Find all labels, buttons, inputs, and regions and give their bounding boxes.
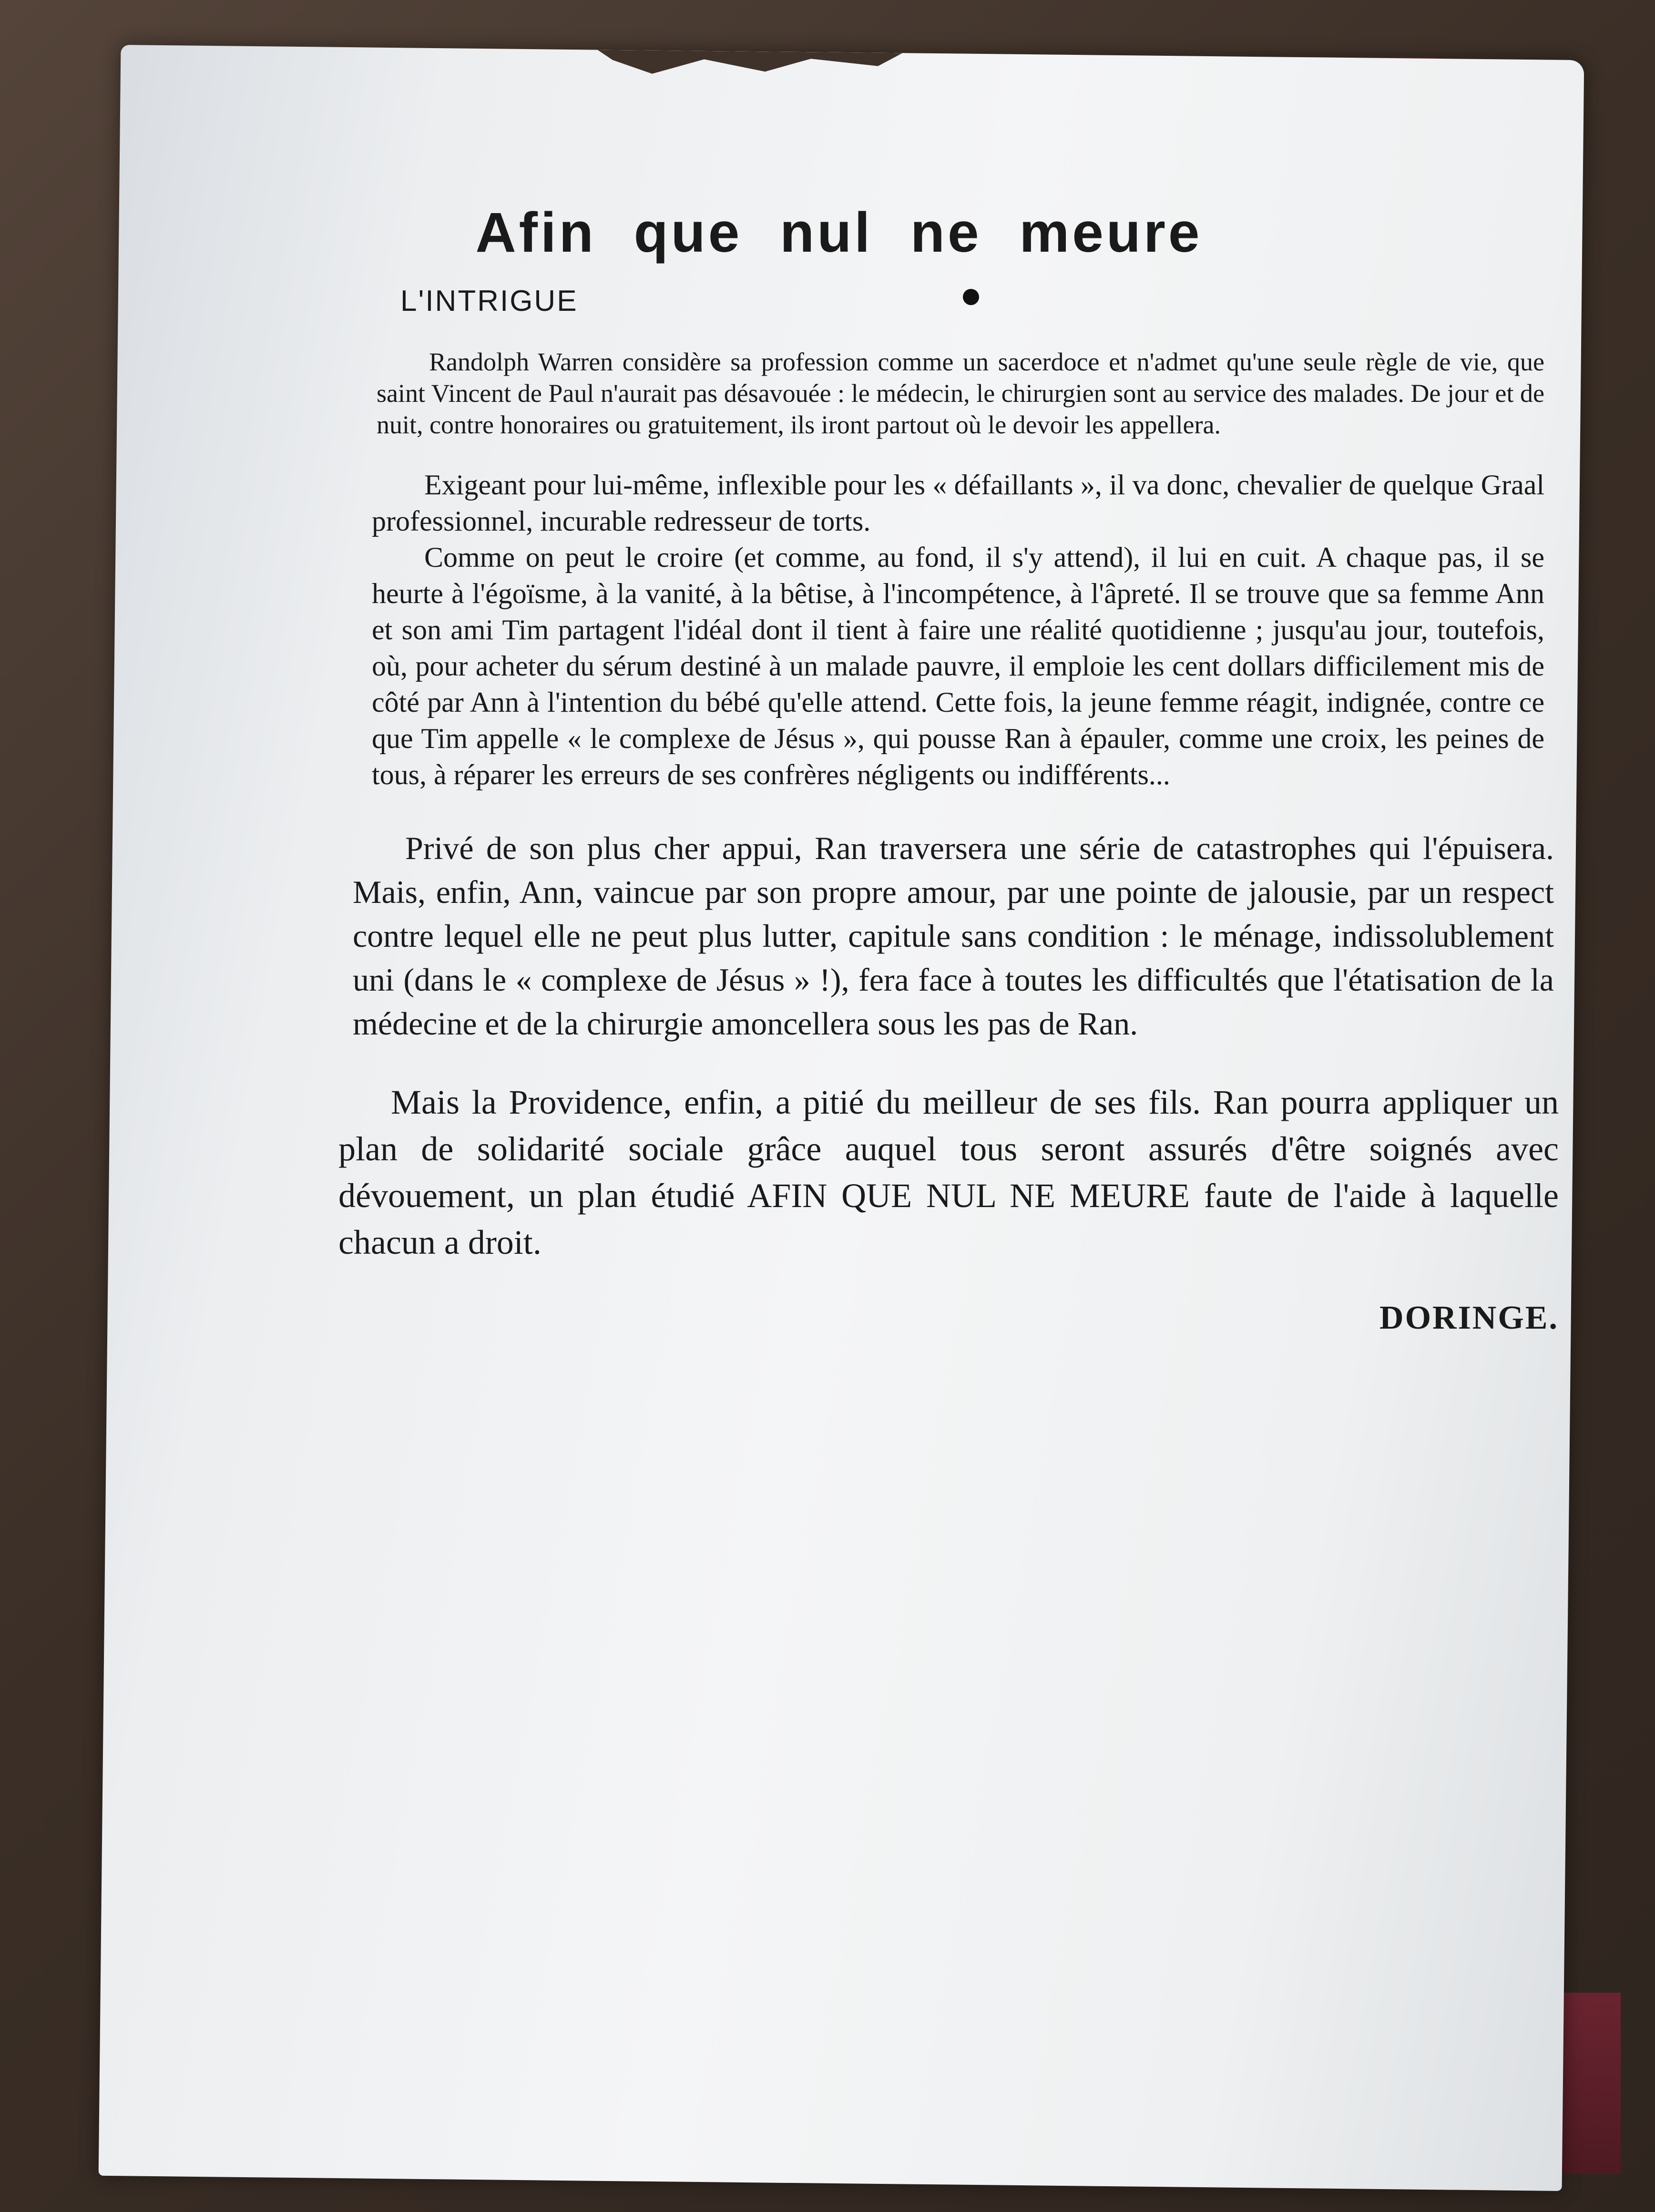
bullet-dot-icon [963,289,979,305]
section-heading: L'INTRIGUE [400,285,578,317]
book-title: Afin que nul ne meure [475,201,1203,264]
section-header-row [219,284,1411,327]
torn-edge [597,50,903,87]
paragraph-1: Randolph Warren considère sa profession comme un sacerdoce et n'admet qu'une seule règle de vie, que saint Vincent de Paul n'aurait pas désavouée : le médecin, le chirurgien sont au service des malades. De jour et de nuit, contre honoraires ou gratuitement, ils iront partout où le devoir les appellera. [377,348,1544,439]
author-signature: DORINGE. [1379,1300,1559,1336]
paragraph-4: Privé de son plus cher appui, Ran traversera une série de catastrophes qui l'épuisera. Mais, enfin, Ann, vaincue par son propre amour, par une pointe de jalousie, par un respect contre lequel elle ne peut plus lutter, capitule sans condition : le ménage, indissolublement uni (dans le « complexe de Jésus » !), fera face à toutes les difficultés que l'étatisation de la médecine et de la chirurgie amoncellera sous les pas de Ran. [353,830,1554,1042]
paragraph-3: Comme on peut le croire (et comme, au fond, il s'y attend), il lui en cuit. A chaque pas, il se heurte à l'égoïsme, à la vanité, à la bêtise, à l'incompétence, à l'âpreté. Il se trouve que sa femme Ann et son ami Tim partagent l'idéal dont il tient à faire une réalité quotidienne ; jusqu'au jour, toutefois, où, pour acheter du sérum destiné à un malade pauvre, il emploie les cent dollars difficilement mis de côté par Ann à l'intention du bébé qu'elle attend. Cette fois, la jeune femme réagit, indignée, contre ce que Tim appelle « le complexe de Jésus », qui pousse Ran à épauler, comme une croix, les peines de tous, à réparer les erreurs de ses confrères négligents ou indifférents... [372,542,1544,790]
cover-text [219,153,1559,1337]
paragraph-2: Exigeant pour lui-même, inflexible pour les « défaillants », il va donc, chevalier de quelque Graal professionnel, incurable redresseur de torts. [372,469,1544,537]
paragraph-5: Mais la Providence, enfin, a pitié du meilleur de ses fils. Ran pourra appliquer un plan de solidarité sociale grâce auquel tous seront assurés d'être soignés avec dévouement, un plan étudié AFIN QUE NUL NE MEURE faute de l'aide à laquelle chacun a droit. [338,1083,1559,1261]
